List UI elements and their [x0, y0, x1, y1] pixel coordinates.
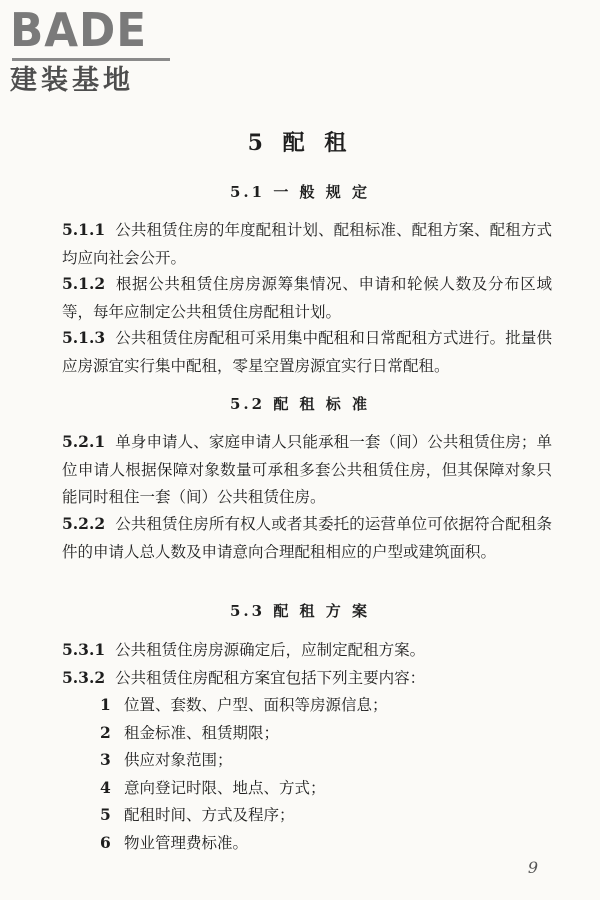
logo-divider [12, 58, 170, 61]
list-item [100, 746, 550, 775]
item-text: 配租时间、方式及程序； [124, 806, 295, 824]
clause-5-1-1 [62, 216, 552, 272]
item-number: 4 [100, 778, 111, 797]
list-item [100, 829, 550, 858]
clause-number: 5.1.1 [62, 220, 106, 239]
clause-text: 单身申请人、家庭申请人只能承租一套（间）公共租赁住房；单位申请人根据保障对象数量可承租多套公共租赁住房，但其保障对象只能同时租住一套（间）公共租赁住房。 [62, 433, 552, 506]
clause-5-3-2 [62, 664, 552, 693]
clause-number: 5.2.2 [62, 514, 106, 533]
list-item [100, 719, 550, 748]
item-text: 供应对象范围； [124, 751, 233, 769]
item-number: 3 [100, 750, 111, 769]
clause-number: 5.3.2 [62, 668, 106, 687]
item-number: 1 [100, 695, 111, 714]
clause-text: 公共租赁住房的年度配租计划、配租标准、配租方案、配租方式均应向社会公开。 [62, 221, 552, 267]
clause-5-1-2 [62, 270, 552, 326]
list-item [100, 774, 550, 803]
clause-number: 5.3.1 [62, 640, 106, 659]
list-item [100, 801, 550, 830]
clause-5-2-2 [62, 510, 552, 566]
page-number: 9 [527, 858, 538, 877]
section-heading-5-3: 5.3 配 租 方 案 [230, 602, 370, 620]
clause-5-3-1 [62, 636, 552, 665]
logo-subtitle: 建装基地 [10, 65, 134, 96]
clause-number: 5.2.1 [62, 432, 106, 451]
item-text: 位置、套数、户型、面积等房源信息； [124, 696, 388, 714]
clause-text: 公共租赁住房所有权人或者其委托的运营单位可依据符合配租条件的申请人总人数及申请意向合理配租相应的户型或建筑面积。 [62, 515, 552, 561]
clause-text: 公共租赁住房配租可采用集中配租和日常配租方式进行。批量供应房源宜实行集中配租，零星空置房源宜实行日常配租。 [62, 329, 552, 375]
section-heading-5-2: 5.2 配 租 标 准 [230, 395, 370, 413]
clause-5-1-3 [62, 324, 552, 380]
clause-text: 根据公共租赁住房房源筹集情况、申请和轮候人数及分布区域等，每年应制定公共租赁住房配租计划。 [62, 275, 552, 321]
clause-text: 公共租赁住房配租方案宜包括下列主要内容： [115, 669, 426, 687]
clause-text: 公共租赁住房房源确定后，应制定配租方案。 [115, 641, 426, 659]
item-text: 意向登记时限、地点、方式； [124, 779, 326, 797]
clause-5-2-1 [62, 428, 552, 512]
item-number: 2 [100, 723, 111, 742]
item-number: 5 [100, 805, 111, 824]
clause-number: 5.1.3 [62, 328, 106, 347]
logo-wordmark: BADE [10, 3, 148, 57]
item-number: 6 [100, 833, 111, 852]
section-heading-5-1: 5.1 一 般 规 定 [230, 183, 370, 201]
item-text: 物业管理费标准。 [124, 834, 249, 852]
item-text: 租金标准、租赁期限； [124, 724, 280, 742]
clause-number: 5.1.2 [62, 274, 106, 293]
bade-logo [10, 4, 170, 97]
chapter-title: 5 配 租 [247, 130, 353, 156]
list-item [100, 691, 550, 720]
